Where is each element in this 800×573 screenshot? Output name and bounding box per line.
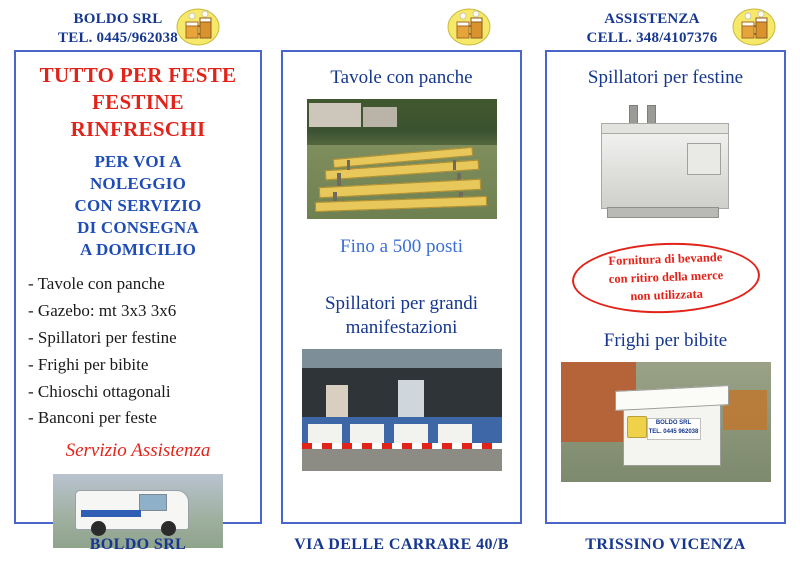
left-title-blue-line3: CON SERVIZIO <box>74 195 202 215</box>
list-item: - Gazebo: mt 3x3 3x6 <box>28 300 177 320</box>
footer-middle: VIA DELLE CARRARE 40/B <box>294 536 509 553</box>
caption-tables: Tavole con panche <box>330 67 473 88</box>
left-title-red-line3: RINFRESCHI <box>70 116 206 141</box>
caption-capacity: Fino a 500 posti <box>340 236 463 258</box>
fridge-brand-label <box>647 418 701 440</box>
left-title-red-line2: FESTINE <box>92 89 184 114</box>
header-left-phone: TEL. 0445/962038 <box>58 29 178 46</box>
left-title-blue-line2: NOLEGGIO <box>89 173 187 193</box>
list-item: - Spillatori per festine <box>28 327 177 347</box>
left-panel <box>14 50 262 524</box>
header-right-phone: CELL. 348/4107376 <box>586 29 718 46</box>
beverage-supply-stamp <box>570 240 760 317</box>
list-item: - Chioschi ottagonali <box>28 381 171 401</box>
caption-large-events <box>289 292 514 338</box>
stamp-line2: con ritiro della merce <box>608 268 723 287</box>
left-title-red-line1: TUTTO PER FESTE <box>39 63 237 87</box>
list-item: - Frighi per bibite <box>28 354 149 374</box>
drinks-fridge-photo <box>561 362 771 482</box>
header-right <box>552 10 752 48</box>
beer-mugs-icon-right <box>732 8 776 46</box>
header-right-title: ASSISTENZA <box>604 11 700 27</box>
left-title-blue-line1: PER VOI A <box>94 151 182 171</box>
beer-mugs-icon <box>176 8 220 46</box>
left-title-blue <box>22 151 254 261</box>
services-list <box>28 271 260 432</box>
tables-and-benches-photo <box>307 99 497 219</box>
large-event-bar-photo <box>302 349 502 471</box>
beer-mugs-icon-middle <box>447 8 491 46</box>
stamp-line3: non utilizzata <box>629 286 703 304</box>
left-title-blue-line4: DI CONSEGNA <box>77 217 199 237</box>
list-item: - Banconi per feste <box>28 408 157 428</box>
left-title-blue-line5: A DOMICILIO <box>79 240 197 259</box>
caption-dispensers: Spillatori per festine <box>587 67 744 88</box>
fridge-label-line1: BOLDO SRL <box>655 420 692 427</box>
middle-panel <box>281 50 522 524</box>
beer-dispenser-photo <box>571 99 761 233</box>
list-item: - Tavole con panche <box>28 274 165 294</box>
fridge-label-line2: TEL. 0445 962038 <box>648 429 699 436</box>
stamp-line1: Fornitura di bevande <box>607 250 723 269</box>
caption-large-events-line1: Spillatori per grandi <box>324 293 479 315</box>
right-panel <box>545 50 786 524</box>
footer-right: TRISSINO VICENZA <box>585 536 746 553</box>
left-title-red <box>22 62 254 143</box>
assistance-script-text: Servizio Assistenza <box>65 440 211 462</box>
caption-large-events-line2: manifestazioni <box>345 316 458 338</box>
caption-fridges: Frighi per bibite <box>603 330 728 352</box>
header-left-company: BOLDO SRL <box>73 11 163 27</box>
footer-left: BOLDO SRL <box>89 536 187 553</box>
